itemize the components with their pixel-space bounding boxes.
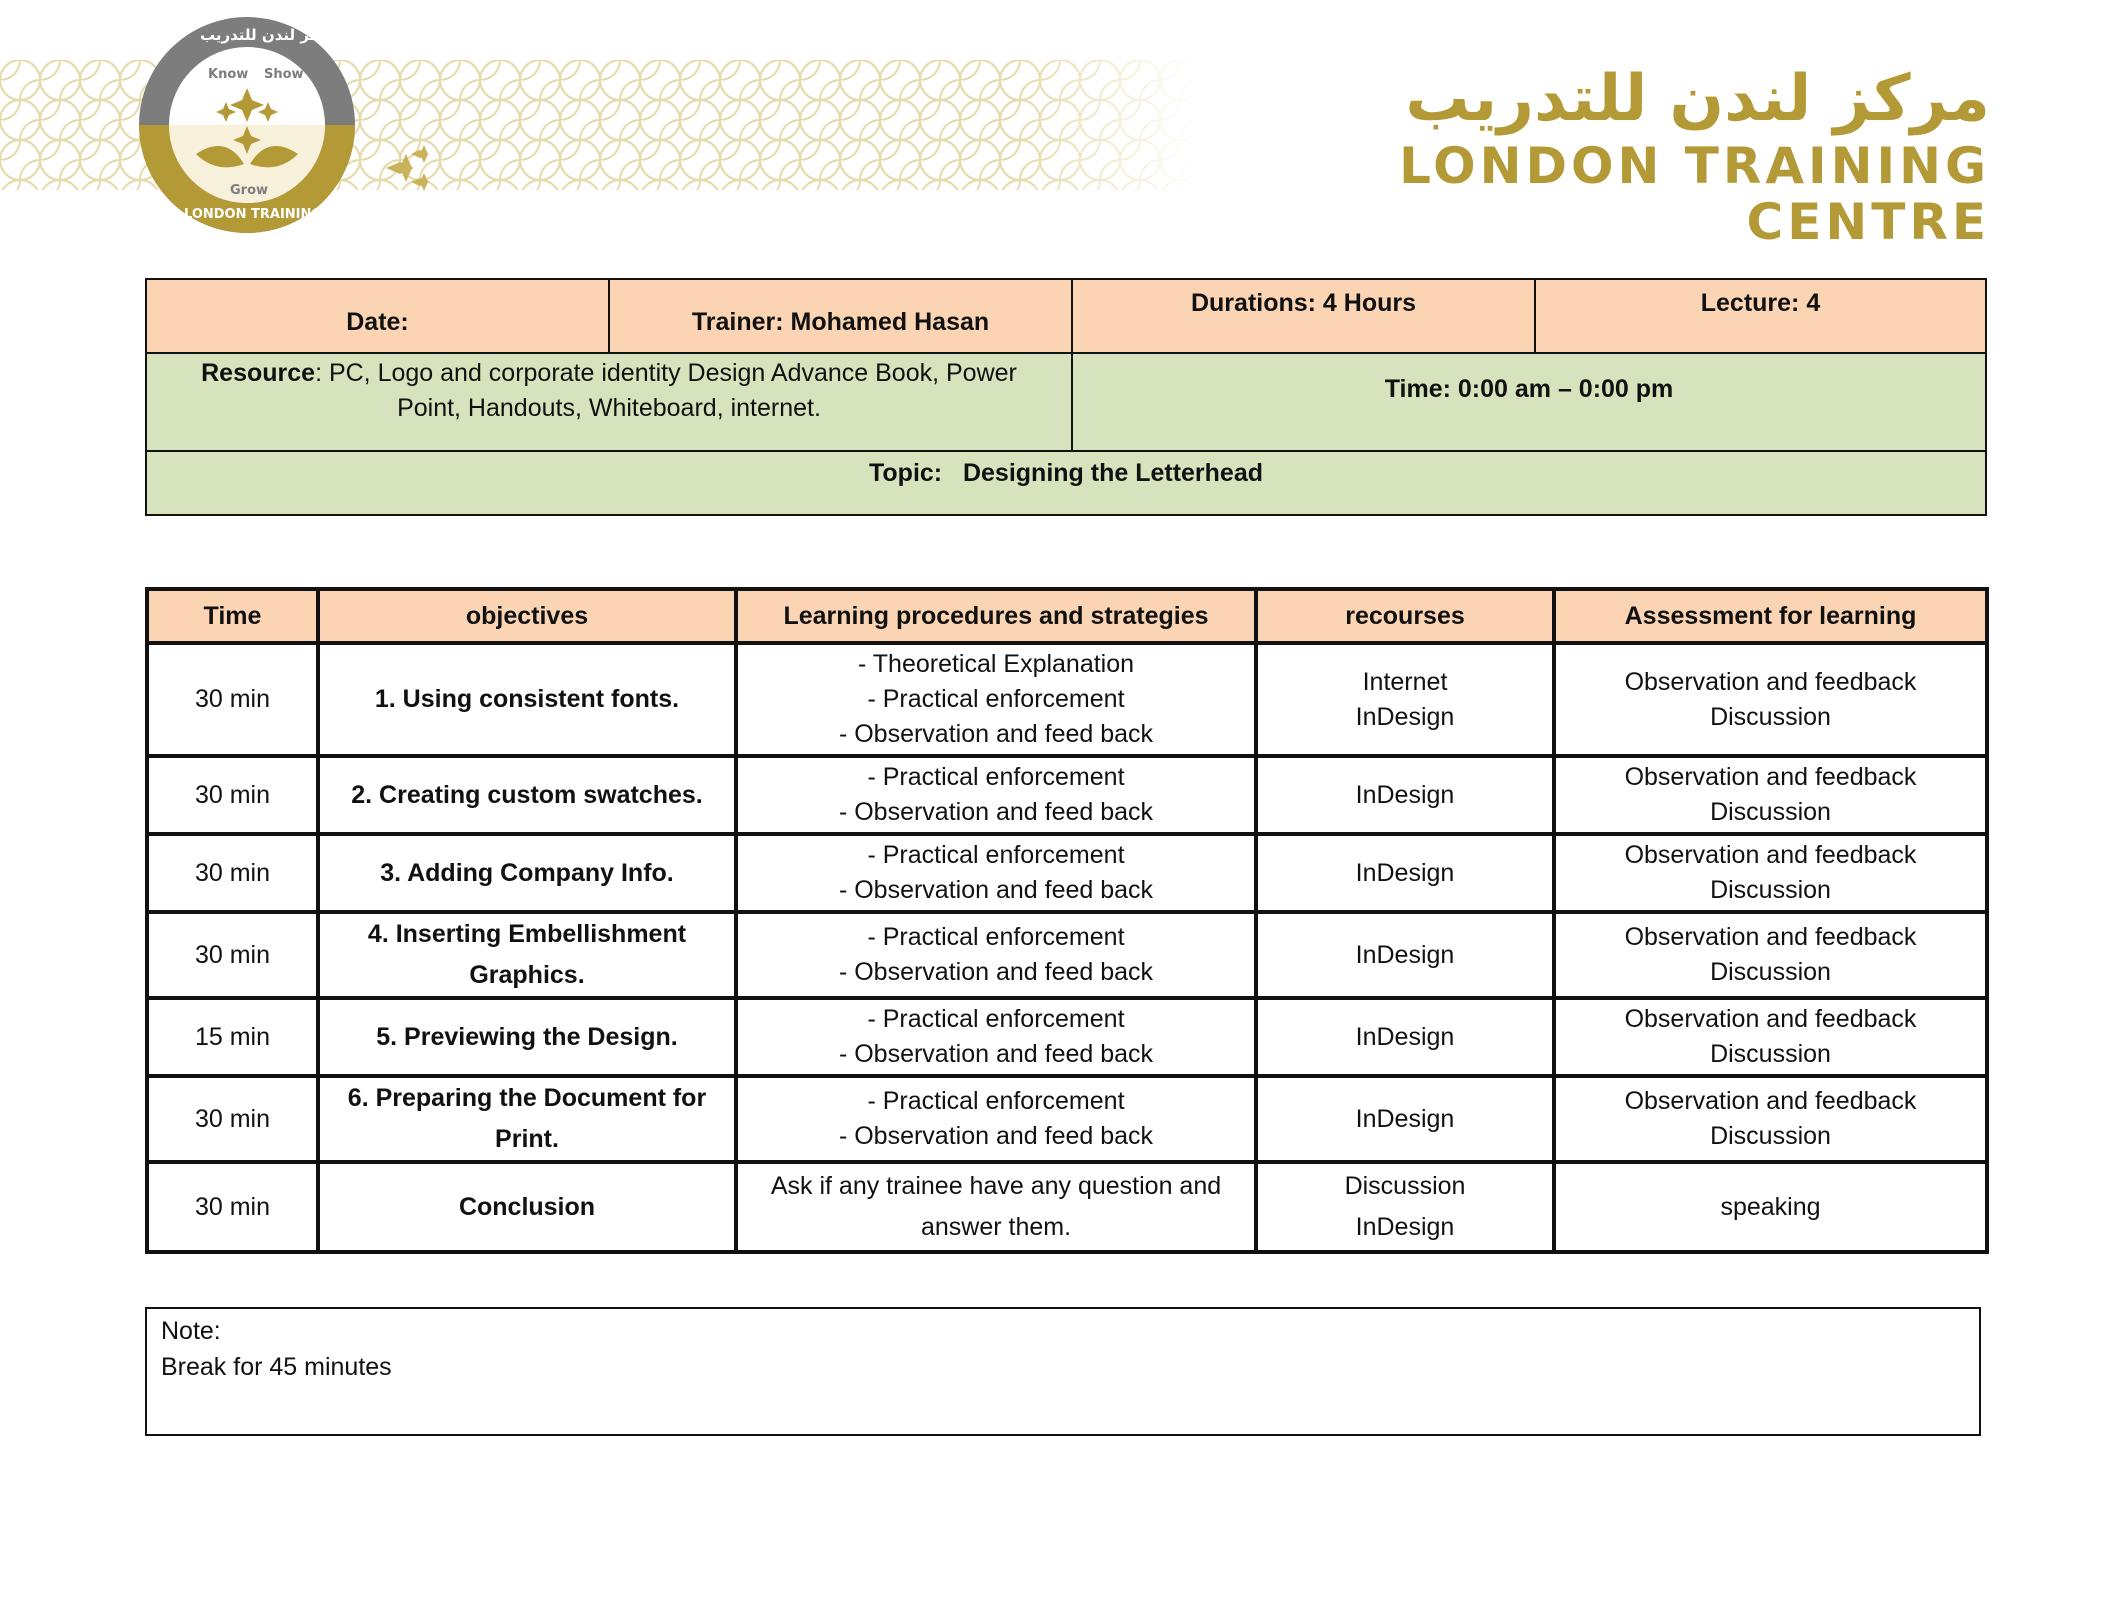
- procedures-cell: - Practical enforcement - Observation and feed back: [736, 998, 1256, 1076]
- lesson-plan-table: [145, 587, 1989, 1254]
- time-cell: 30 min: [147, 756, 318, 834]
- time-cell: 30 min: [147, 1076, 318, 1162]
- resource-cell: [146, 353, 1072, 451]
- resources-cell: Internet InDesign: [1256, 643, 1554, 756]
- resources-cell: InDesign: [1256, 998, 1554, 1076]
- objective-cell: 4. Inserting Embellishment Graphics.: [318, 912, 736, 998]
- column-header: Learning procedures and strategies: [736, 589, 1256, 643]
- column-header: Time: [147, 589, 318, 643]
- topic-label: Topic:: [868, 459, 943, 487]
- topic-value: Designing the Letterhead: [962, 459, 1264, 487]
- time-cell: 30 min: [147, 912, 318, 998]
- table-row: [147, 1162, 1987, 1252]
- resources-cell: InDesign: [1256, 834, 1554, 912]
- topic-cell: [146, 451, 1986, 515]
- time-cell: 15 min: [147, 998, 318, 1076]
- brand-arabic: مركز لندن للتدريب: [1405, 62, 1990, 136]
- resource-label: Resource: [201, 359, 316, 387]
- resources-cell: Discussion InDesign: [1256, 1162, 1554, 1252]
- assessment-cell: Observation and feedback Discussion: [1554, 756, 1987, 834]
- assessment-cell: Observation and feedback Discussion: [1554, 998, 1987, 1076]
- time-cell: [1072, 353, 1986, 451]
- table-header-row: [147, 589, 1987, 643]
- logo-word-show: Show: [264, 67, 304, 82]
- logo-word-grow: Grow: [230, 183, 269, 198]
- assessment-cell: Observation and feedback Discussion: [1554, 834, 1987, 912]
- objective-cell: 2. Creating custom swatches.: [318, 756, 736, 834]
- objective-cell: 5. Previewing the Design.: [318, 998, 736, 1076]
- assessment-cell: speaking: [1554, 1162, 1987, 1252]
- procedures-cell: Ask if any trainee have any question and answer them.: [736, 1162, 1256, 1252]
- resources-cell: InDesign: [1256, 756, 1554, 834]
- brand-english: LONDON TRAINING CENTRE: [1399, 137, 1990, 251]
- time-cell: 30 min: [147, 643, 318, 756]
- time-cell: 30 min: [147, 1162, 318, 1252]
- time-label: Time: [1384, 375, 1443, 403]
- trainer-cell: Trainer: Mohamed Hasan: [609, 279, 1072, 353]
- company-logo: [136, 14, 384, 236]
- brand-name: [1200, 60, 1990, 250]
- column-header: recourses: [1256, 589, 1554, 643]
- date-cell: Date:: [146, 279, 609, 353]
- durations-cell: Durations: 4 Hours: [1072, 279, 1535, 353]
- column-header: objectives: [318, 589, 736, 643]
- procedures-cell: - Practical enforcement - Observation and feed back: [736, 1076, 1256, 1162]
- objective-cell: 6. Preparing the Document for Print.: [318, 1076, 736, 1162]
- column-header: Assessment for learning: [1554, 589, 1987, 643]
- objective-cell: 1. Using consistent fonts.: [318, 643, 736, 756]
- assessment-cell: Observation and feedback Discussion: [1554, 643, 1987, 756]
- procedures-cell: - Practical enforcement - Observation and feed back: [736, 756, 1256, 834]
- procedures-cell: - Practical enforcement - Observation and feed back: [736, 834, 1256, 912]
- logo-word-know: Know: [208, 67, 249, 82]
- resources-cell: InDesign: [1256, 1076, 1554, 1162]
- session-info-table: [145, 278, 1987, 516]
- time-cell: 30 min: [147, 834, 318, 912]
- resources-cell: InDesign: [1256, 912, 1554, 998]
- table-row: [147, 834, 1987, 912]
- logo-ring-text: LONDON TRAINING CENTRE: [184, 207, 384, 222]
- note-box: [145, 1307, 1981, 1436]
- note-text: Break for 45 minutes: [161, 1353, 392, 1381]
- assessment-cell: Observation and feedback Discussion: [1554, 1076, 1987, 1162]
- table-row: [147, 643, 1987, 756]
- objective-cell: Conclusion: [318, 1162, 736, 1252]
- assessment-cell: Observation and feedback Discussion: [1554, 912, 1987, 998]
- lecture-cell: Lecture: 4: [1535, 279, 1986, 353]
- logo-arabic-text: مركز لندن للتدريب: [200, 26, 338, 44]
- resource-value: : PC, Logo and corporate identity Design Advance Book, Power Point, Handouts, Whiteboard, internet.: [315, 359, 1017, 422]
- time-value: : 0:00 am – 0:00 pm: [1442, 375, 1674, 403]
- table-row: [147, 1076, 1987, 1162]
- procedures-cell: - Theoretical Explanation - Practical enforcement - Observation and feed back: [736, 643, 1256, 756]
- note-label: Note:: [161, 1317, 221, 1345]
- table-row: [147, 912, 1987, 998]
- table-row: [147, 756, 1987, 834]
- procedures-cell: - Practical enforcement - Observation and feed back: [736, 912, 1256, 998]
- objective-cell: 3. Adding Company Info.: [318, 834, 736, 912]
- table-row: [147, 998, 1987, 1076]
